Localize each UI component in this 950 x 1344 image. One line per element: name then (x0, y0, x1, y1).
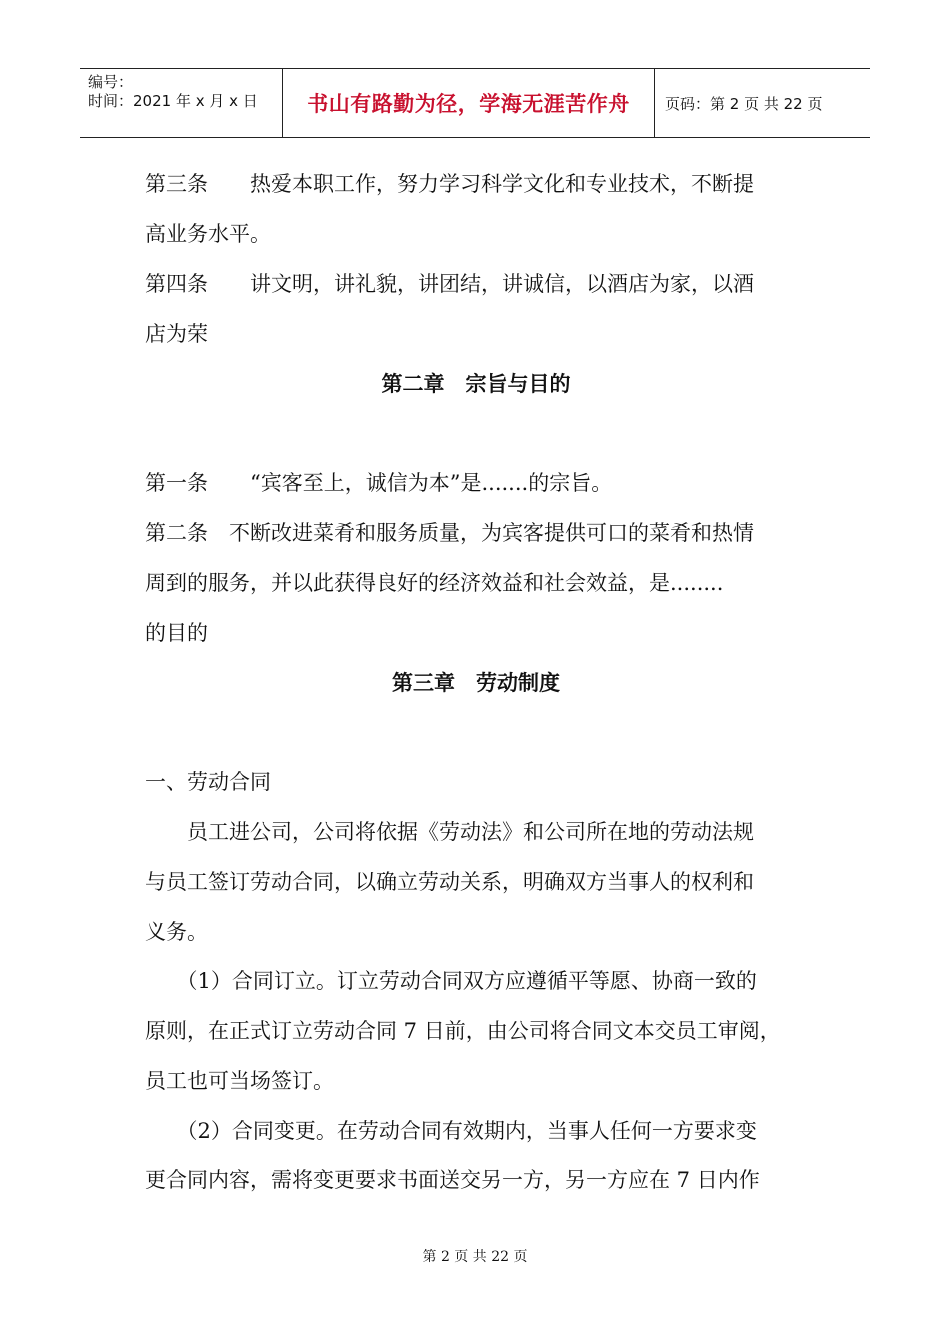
header-meta (80, 69, 282, 137)
number-label: 编号： (88, 73, 134, 91)
paragraph-2-line-2: 原则，在正式订立劳动合同 7 日前，由公司将合同文本交员工审阅， (145, 1019, 781, 1043)
header-motto-cell (282, 69, 655, 137)
section-1-heading: 一、劳动合同 (145, 770, 271, 794)
chapter-3-heading: 第三章 劳动制度 (392, 671, 560, 695)
paragraph-3-line-1: （2）合同变更。在劳动合同有效期内，当事人任何一方要求变 (145, 1119, 757, 1143)
chapter-2-article-1: 第一条 “宾客至上，诚信为本”是.......的宗旨。 (145, 471, 613, 495)
paragraph-1-line-3: 义务。 (145, 920, 208, 944)
header-page-info (655, 69, 870, 137)
article-4-line-1: 第四条 讲文明，讲礼貌，讲团结，讲诚信，以酒店为家，以酒 (145, 272, 754, 296)
chapter-2-article-2-line-3: 的目的 (145, 621, 208, 645)
article-3-line-1: 第三条 热爱本职工作，努力学习科学文化和专业技术，不断提 (145, 172, 754, 196)
chapter-2-article-2-line-1: 第二条 不断改进菜肴和服务质量，为宾客提供可口的菜肴和热情 (145, 521, 754, 545)
paragraph-2-line-3: 员工也可当场签订。 (145, 1069, 334, 1093)
article-4-line-2: 店为荣 (145, 322, 208, 346)
chapter-2-heading: 第二章 宗旨与目的 (381, 372, 571, 396)
paragraph-2-line-1: （1）合同订立。订立劳动合同双方应遵循平等愿、协商一致的 (145, 969, 757, 993)
chapter-2-article-2-line-2: 周到的服务，并以此获得良好的经济效益和社会效益，是........ (145, 571, 724, 595)
footer-page-number: 第 2 页 共 22 页 (422, 1249, 528, 1265)
paragraph-1-line-2: 与员工签订劳动合同，以确立劳动关系，明确双方当事人的权利和 (145, 870, 754, 894)
page-info-text: 页码：第 2 页 共 22 页 (665, 94, 823, 113)
header-table (80, 68, 870, 138)
date-label: 时间：2021 年 x 月 x 日 (88, 92, 258, 110)
article-3-line-2: 高业务水平。 (145, 222, 271, 246)
motto-text: 书山有路勤为径，学海无涯苦作舟 (307, 92, 630, 116)
page-footer (0, 1246, 950, 1266)
paragraph-3-line-2: 更合同内容，需将变更要求书面送交另一方，另一方应在 7 日内作 (145, 1168, 760, 1192)
paragraph-1-line-1: 员工进公司，公司将依据《劳动法》和公司所在地的劳动法规 (145, 820, 754, 844)
